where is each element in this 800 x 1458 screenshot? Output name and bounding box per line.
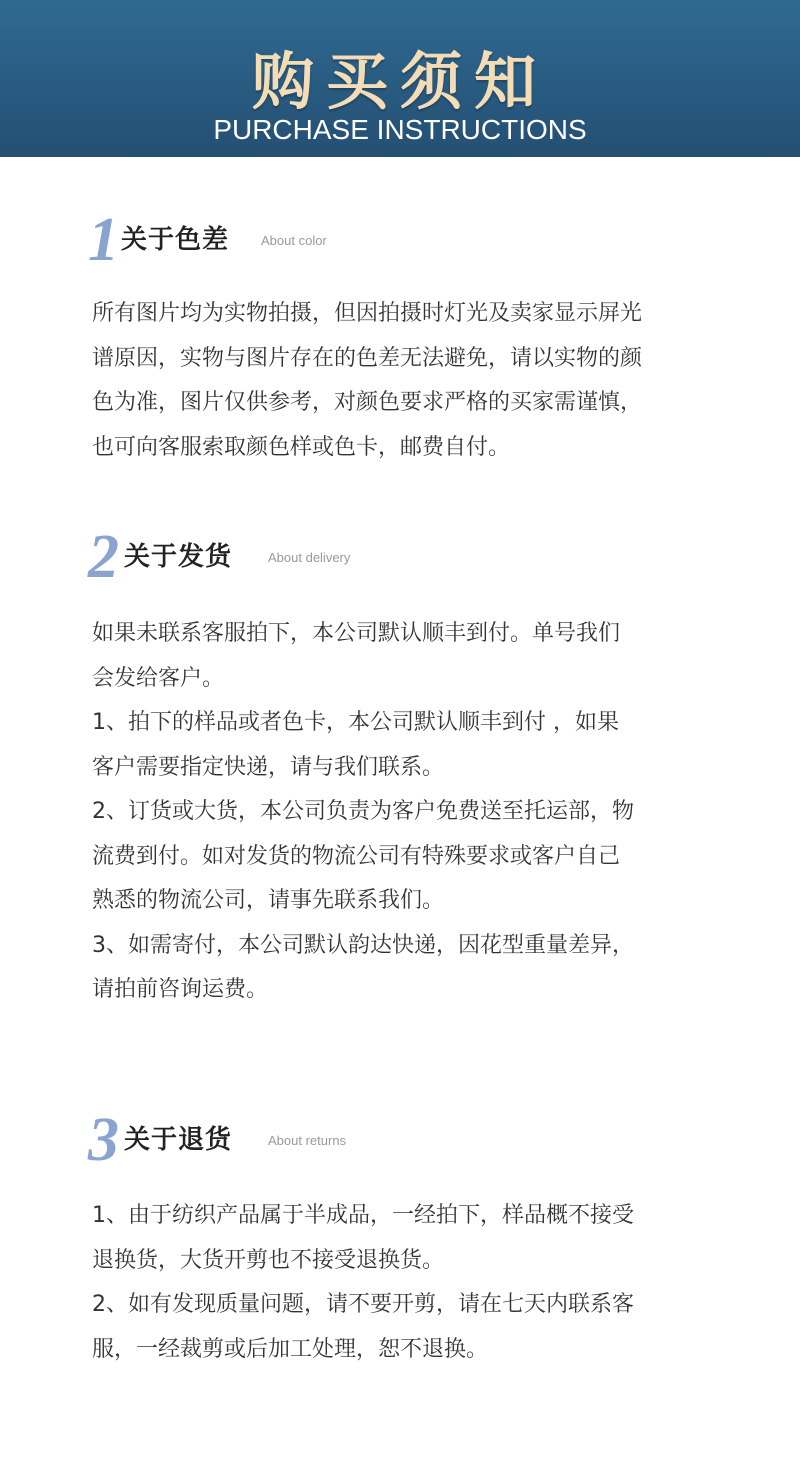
text-line: 服，一经裁剪或后加工处理，恕不退换。	[92, 1336, 489, 1362]
text-line: 2、如有发现质量问题，请不要开剪，请在七天内联系客	[92, 1292, 634, 1317]
section-title: 关于发货	[124, 542, 233, 572]
text-line: 客户需要指定快递，请与我们联系。	[92, 754, 445, 780]
text-line: 1、拍下的样品或者色卡，本公司默认顺丰到付 ，如果	[92, 710, 619, 735]
section-title-en: About delivery	[268, 550, 351, 565]
page-subtitle: PURCHASE INSTRUCTIONS	[213, 114, 587, 145]
text-line: 2、订货或大货，本公司负责为客户免费送至托运部，物	[92, 799, 634, 824]
text-line: 请拍前咨询运费。	[92, 977, 269, 1002]
page-header	[0, 0, 800, 157]
section-delivery-text	[92, 612, 722, 1013]
section-title: 关于色差	[121, 225, 230, 255]
section-number: 1	[88, 206, 119, 274]
text-line: 1、由于纺织产品属于半成品，一经拍下，样品概不接受	[92, 1203, 634, 1228]
text-line: 谱原因，实物与图片存在的色差无法避免，请以实物的颜	[92, 345, 643, 371]
text-line: 会发给客户。	[92, 665, 225, 691]
text-line: 熟悉的物流公司，请事先联系我们。	[92, 888, 445, 913]
section-number: 3	[88, 1106, 119, 1174]
text-line: 色为准，图片仅供参考，对颜色要求严格的买家需谨慎，	[92, 390, 643, 415]
text-line: 流费到付。如对发货的物流公司有特殊要求或客户自己	[92, 843, 621, 869]
section-color-heading	[88, 206, 728, 274]
section-title: 关于退货	[124, 1125, 233, 1155]
text-line: 退换货，大货开剪也不接受退换货。	[92, 1247, 445, 1273]
text-line: 所有图片均为实物拍摄，但因拍摄时灯光及卖家显示屏光	[92, 301, 643, 326]
section-color-text	[92, 292, 722, 470]
section-delivery-heading	[88, 523, 728, 591]
section-returns-text	[92, 1194, 722, 1372]
text-line: 如果未联系客服拍下，本公司默认顺丰到付。单号我们	[92, 621, 621, 646]
text-line: 3、如需寄付，本公司默认韵达快递，因花型重量差异，	[92, 932, 634, 958]
section-returns-heading	[88, 1106, 728, 1174]
section-number: 2	[88, 523, 119, 591]
text-line: 也可向客服索取颜色样或色卡，邮费自付。	[92, 434, 511, 460]
section-title-en: About returns	[268, 1133, 347, 1148]
section-title-en: About color	[261, 233, 327, 248]
page-title: 购买须知	[251, 45, 548, 118]
